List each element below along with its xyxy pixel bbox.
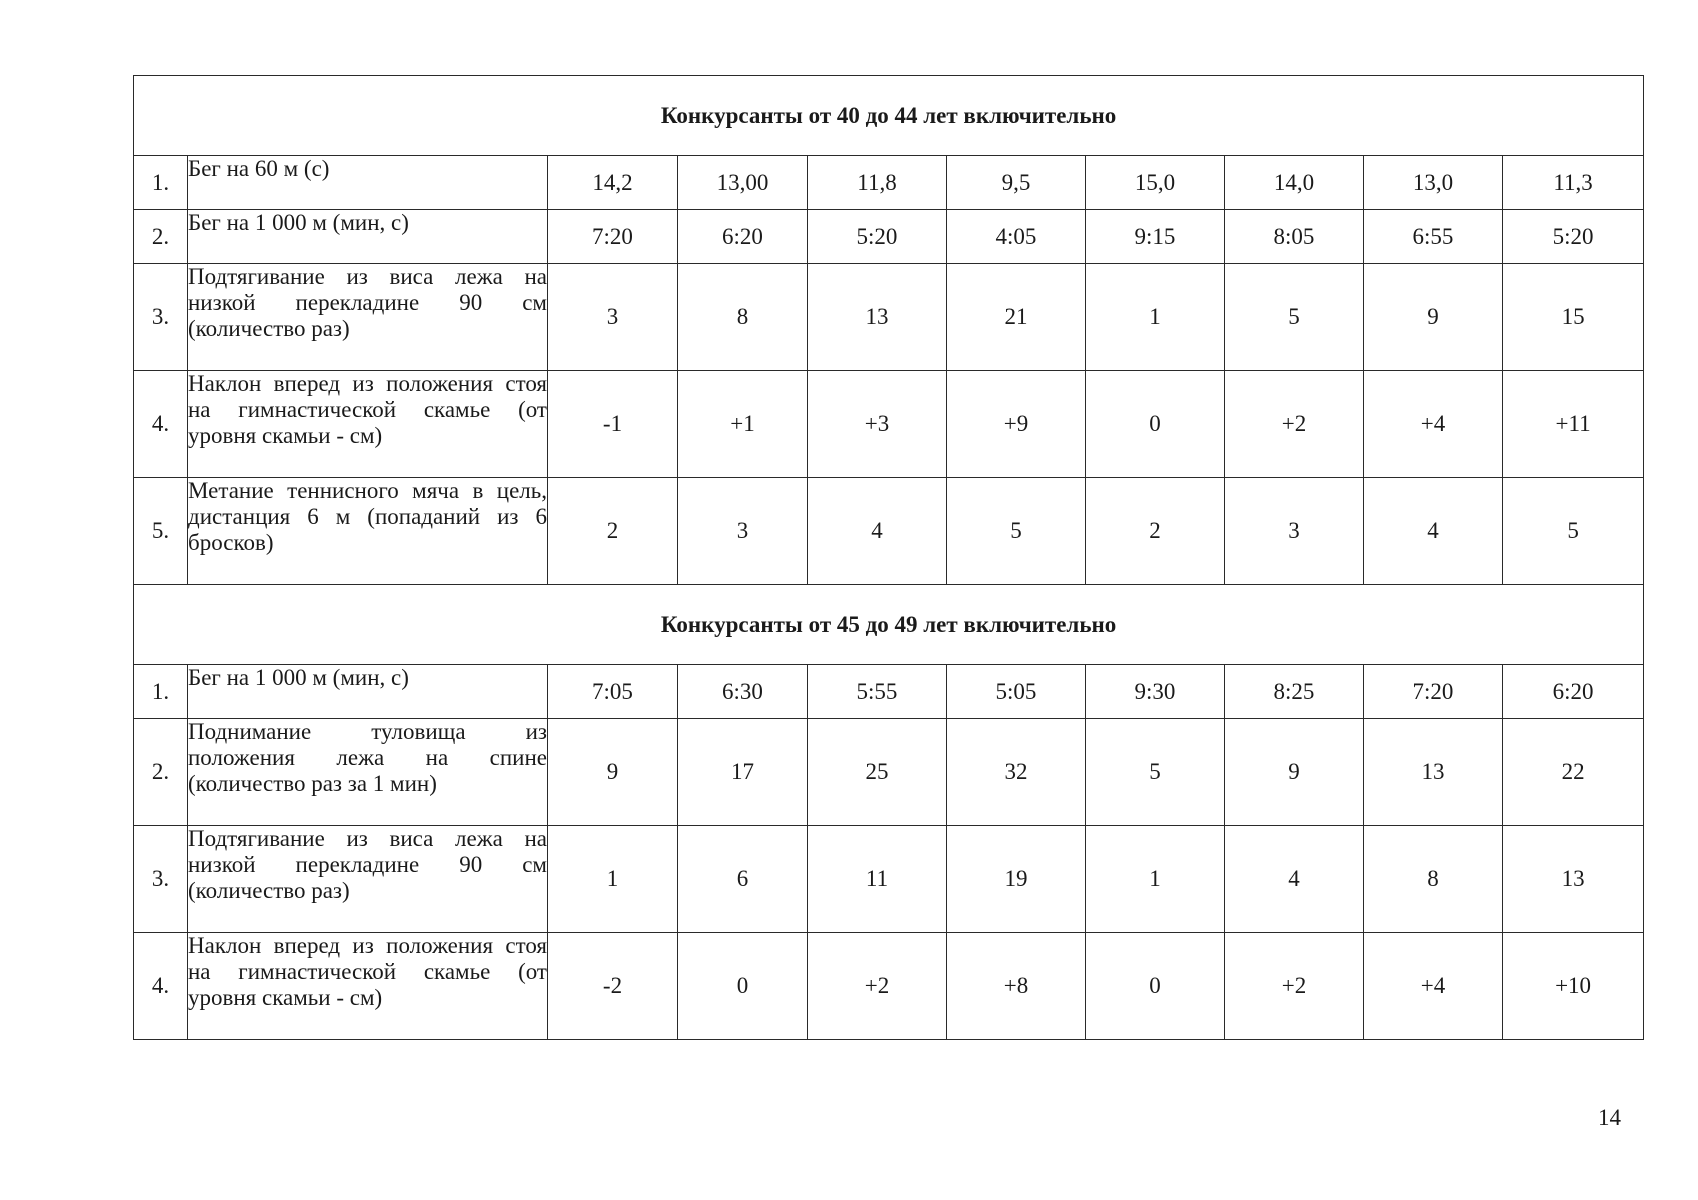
section-header-row — [134, 585, 1644, 665]
norm-value: 17 — [678, 719, 808, 826]
norm-value: +11 — [1503, 371, 1644, 478]
norm-value: 6:30 — [678, 665, 808, 719]
norm-value: 3 — [1225, 478, 1364, 585]
norm-value: 11,8 — [808, 156, 947, 210]
row-number: 2. — [134, 719, 188, 826]
norm-value: 13 — [808, 264, 947, 371]
norm-value: 9 — [1225, 719, 1364, 826]
norm-value: 5 — [1503, 478, 1644, 585]
table-row — [134, 371, 1644, 478]
norm-value: 8 — [1364, 826, 1503, 933]
norm-value: 1 — [1086, 826, 1225, 933]
row-number: 4. — [134, 933, 188, 1040]
norm-value: 5:20 — [1503, 210, 1644, 264]
norm-value: +1 — [678, 371, 808, 478]
norm-value: 3 — [678, 478, 808, 585]
norm-value: +10 — [1503, 933, 1644, 1040]
section-title: Конкурсанты от 40 до 44 лет включительно — [134, 76, 1644, 156]
norm-value: +4 — [1364, 933, 1503, 1040]
norm-value: -1 — [548, 371, 678, 478]
table-row — [134, 665, 1644, 719]
norm-value: +2 — [808, 933, 947, 1040]
exercise-name: Подтягивание из виса лежа на низкой перекладине 90 см (количество раз) — [188, 264, 548, 371]
norm-value: 5:05 — [947, 665, 1086, 719]
norm-value: 9:15 — [1086, 210, 1225, 264]
norm-value: 2 — [548, 478, 678, 585]
norm-value: 15 — [1503, 264, 1644, 371]
norm-value: 1 — [548, 826, 678, 933]
norm-value: +3 — [808, 371, 947, 478]
norm-value: +2 — [1225, 933, 1364, 1040]
norm-value: 21 — [947, 264, 1086, 371]
norm-value: 11 — [808, 826, 947, 933]
norm-value: 6:55 — [1364, 210, 1503, 264]
norm-value: 13 — [1364, 719, 1503, 826]
row-number: 3. — [134, 826, 188, 933]
norm-value: +4 — [1364, 371, 1503, 478]
norm-value: 9:30 — [1086, 665, 1225, 719]
norm-value: 14,2 — [548, 156, 678, 210]
row-number: 5. — [134, 478, 188, 585]
exercise-name: Поднимание туловища из положения лежа на спине (количество раз за 1 мин) — [188, 719, 548, 826]
table-row — [134, 210, 1644, 264]
norm-value: +9 — [947, 371, 1086, 478]
norm-value: 7:05 — [548, 665, 678, 719]
norm-value: 3 — [548, 264, 678, 371]
row-number: 1. — [134, 665, 188, 719]
norm-value: +2 — [1225, 371, 1364, 478]
exercise-name: Наклон вперед из положения стоя на гимнастической скамье (от уровня скамьи - см) — [188, 371, 548, 478]
norm-value: 0 — [1086, 933, 1225, 1040]
table-row — [134, 719, 1644, 826]
section-title: Конкурсанты от 45 до 49 лет включительно — [134, 585, 1644, 665]
section-header-row — [134, 76, 1644, 156]
table-row — [134, 826, 1644, 933]
exercise-name: Метание теннисного мяча в цель, дистанция 6 м (попаданий из 6 бросков) — [188, 478, 548, 585]
standards-table — [133, 75, 1644, 1040]
row-number: 3. — [134, 264, 188, 371]
norm-value: 6:20 — [1503, 665, 1644, 719]
row-number: 4. — [134, 371, 188, 478]
norm-value: 9 — [548, 719, 678, 826]
norm-value: 19 — [947, 826, 1086, 933]
norm-value: 9 — [1364, 264, 1503, 371]
norm-value: 6 — [678, 826, 808, 933]
norm-value: 13,00 — [678, 156, 808, 210]
norm-value: 5:55 — [808, 665, 947, 719]
norm-value: 14,0 — [1225, 156, 1364, 210]
table-row — [134, 478, 1644, 585]
norm-value: 4:05 — [947, 210, 1086, 264]
norm-value: 4 — [1225, 826, 1364, 933]
exercise-name: Бег на 1 000 м (мин, с) — [188, 665, 548, 719]
norm-value: 11,3 — [1503, 156, 1644, 210]
exercise-name: Подтягивание из виса лежа на низкой перекладине 90 см (количество раз) — [188, 826, 548, 933]
norm-value: 2 — [1086, 478, 1225, 585]
norm-value: 0 — [678, 933, 808, 1040]
table-row — [134, 264, 1644, 371]
norm-value: 9,5 — [947, 156, 1086, 210]
norm-value: 13 — [1503, 826, 1644, 933]
norm-value: 7:20 — [548, 210, 678, 264]
norm-value: 5 — [947, 478, 1086, 585]
norm-value: 8:05 — [1225, 210, 1364, 264]
row-number: 2. — [134, 210, 188, 264]
table-row — [134, 156, 1644, 210]
norm-value: 6:20 — [678, 210, 808, 264]
exercise-name: Бег на 60 м (с) — [188, 156, 548, 210]
norm-value: 32 — [947, 719, 1086, 826]
exercise-name: Наклон вперед из положения стоя на гимнастической скамье (от уровня скамьи - см) — [188, 933, 548, 1040]
norm-value: 25 — [808, 719, 947, 826]
norm-value: 22 — [1503, 719, 1644, 826]
norm-value: 5 — [1086, 719, 1225, 826]
norm-value: 5:20 — [808, 210, 947, 264]
norm-value: 1 — [1086, 264, 1225, 371]
page-number: 14 — [1598, 1105, 1621, 1130]
norm-value: 4 — [1364, 478, 1503, 585]
norm-value: +8 — [947, 933, 1086, 1040]
norm-value: 4 — [808, 478, 947, 585]
norm-value: 7:20 — [1364, 665, 1503, 719]
table-row — [134, 933, 1644, 1040]
norm-value: 8 — [678, 264, 808, 371]
norm-value: -2 — [548, 933, 678, 1040]
norm-value: 15,0 — [1086, 156, 1225, 210]
row-number: 1. — [134, 156, 188, 210]
exercise-name: Бег на 1 000 м (мин, с) — [188, 210, 548, 264]
norm-value: 13,0 — [1364, 156, 1503, 210]
norm-value: 5 — [1225, 264, 1364, 371]
norm-value: 8:25 — [1225, 665, 1364, 719]
norm-value: 0 — [1086, 371, 1225, 478]
